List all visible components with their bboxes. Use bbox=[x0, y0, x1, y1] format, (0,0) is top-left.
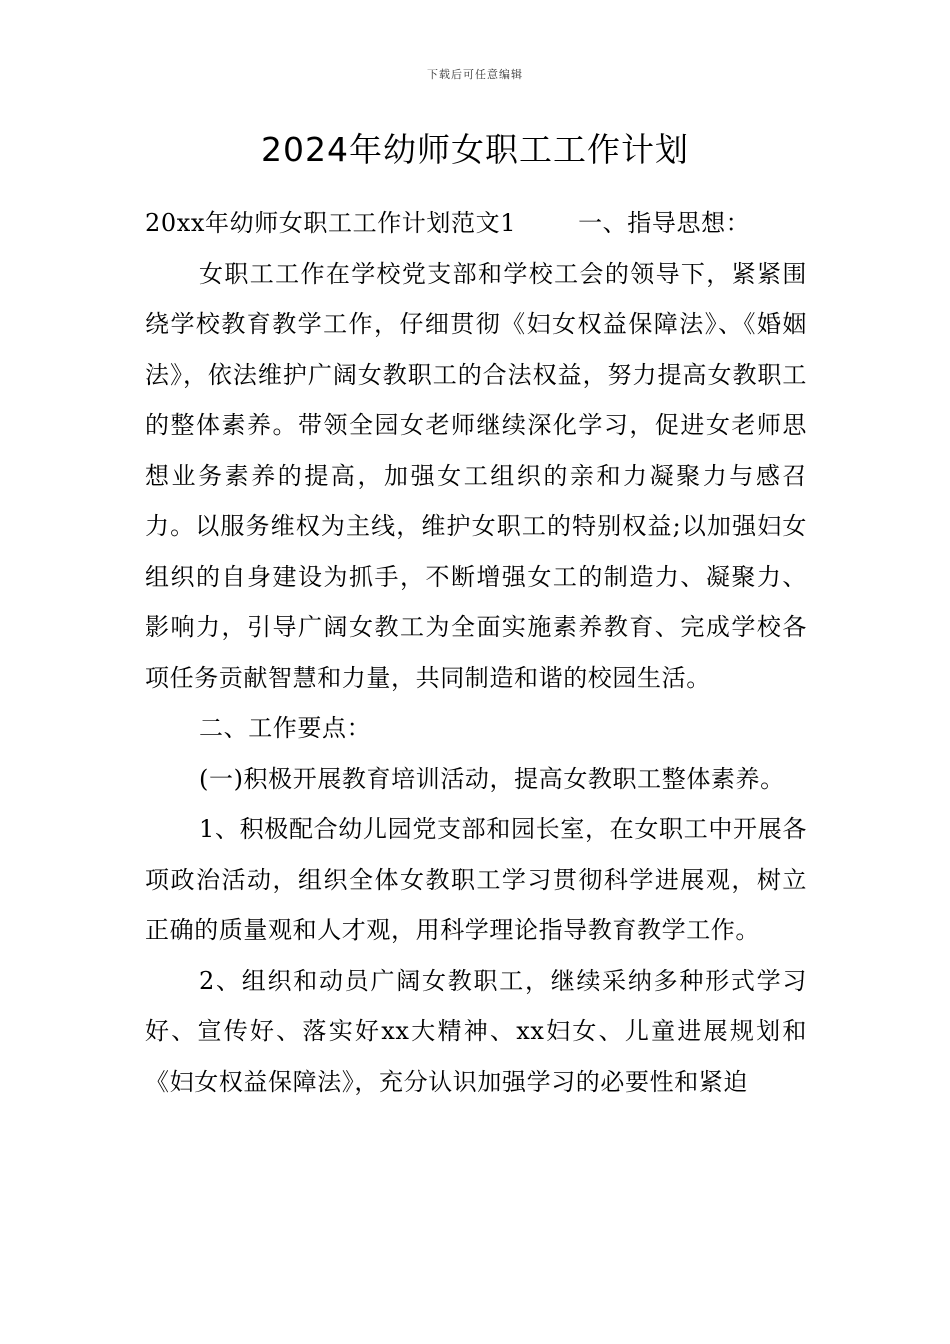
document-title: 2024年幼师女职工工作计划 bbox=[261, 130, 689, 169]
paragraph-guiding-thought: 女职工工作在学校党支部和学校工会的领导下，紧紧围绕学校教育教学工作，仔细贯彻《妇女权益保障法》、《婚姻法》，依法维护广阔女教职工的合法权益，努力提高女教职工的整体素养。带领全园女老师继续深化学习，促进女老师思想业务素养的提高，加强女工组织的亲和力凝聚力与感召力。以服务维权为主线，维护女职工的特别权益;以加强妇女组织的自身建设为抓手，不断增强女工的制造力、凝聚力、影响力，引导广阔女教工为全面实施素养教育、完成学校各项任务贡献智慧和力量，共同制造和谐的校园生活。 bbox=[145, 259, 807, 692]
intro-heading: 20xx年幼师女职工工作计划范文1 bbox=[145, 209, 517, 237]
paragraph-item-2: 2、组织和动员广阔女教职工，继续采纳多种形式学习好、宣传好、落实好xx大精神、xx妇女、儿童进展规划和《妇女权益保障法》，充分认识加强学习的必要性和紧迫 bbox=[145, 966, 807, 1096]
header-note: 下载后可任意编辑 bbox=[427, 68, 523, 81]
section-heading-work-points: 二、工作要点： bbox=[199, 714, 372, 742]
document-body bbox=[145, 198, 807, 1107]
subsection-heading-training: (一)积极开展教育培训活动，提高女教职工整体素养。 bbox=[199, 764, 785, 793]
section-heading-guiding-thought: 一、指导思想： bbox=[578, 209, 751, 237]
paragraph-item-1: 1、积极配合幼儿园党支部和园长室，在女职工中开展各项政治活动，组织全体女教职工学习贯彻科学进展观，树立正确的质量观和人才观，用科学理论指导教育教学工作。 bbox=[145, 815, 807, 944]
intro-line bbox=[145, 198, 807, 249]
